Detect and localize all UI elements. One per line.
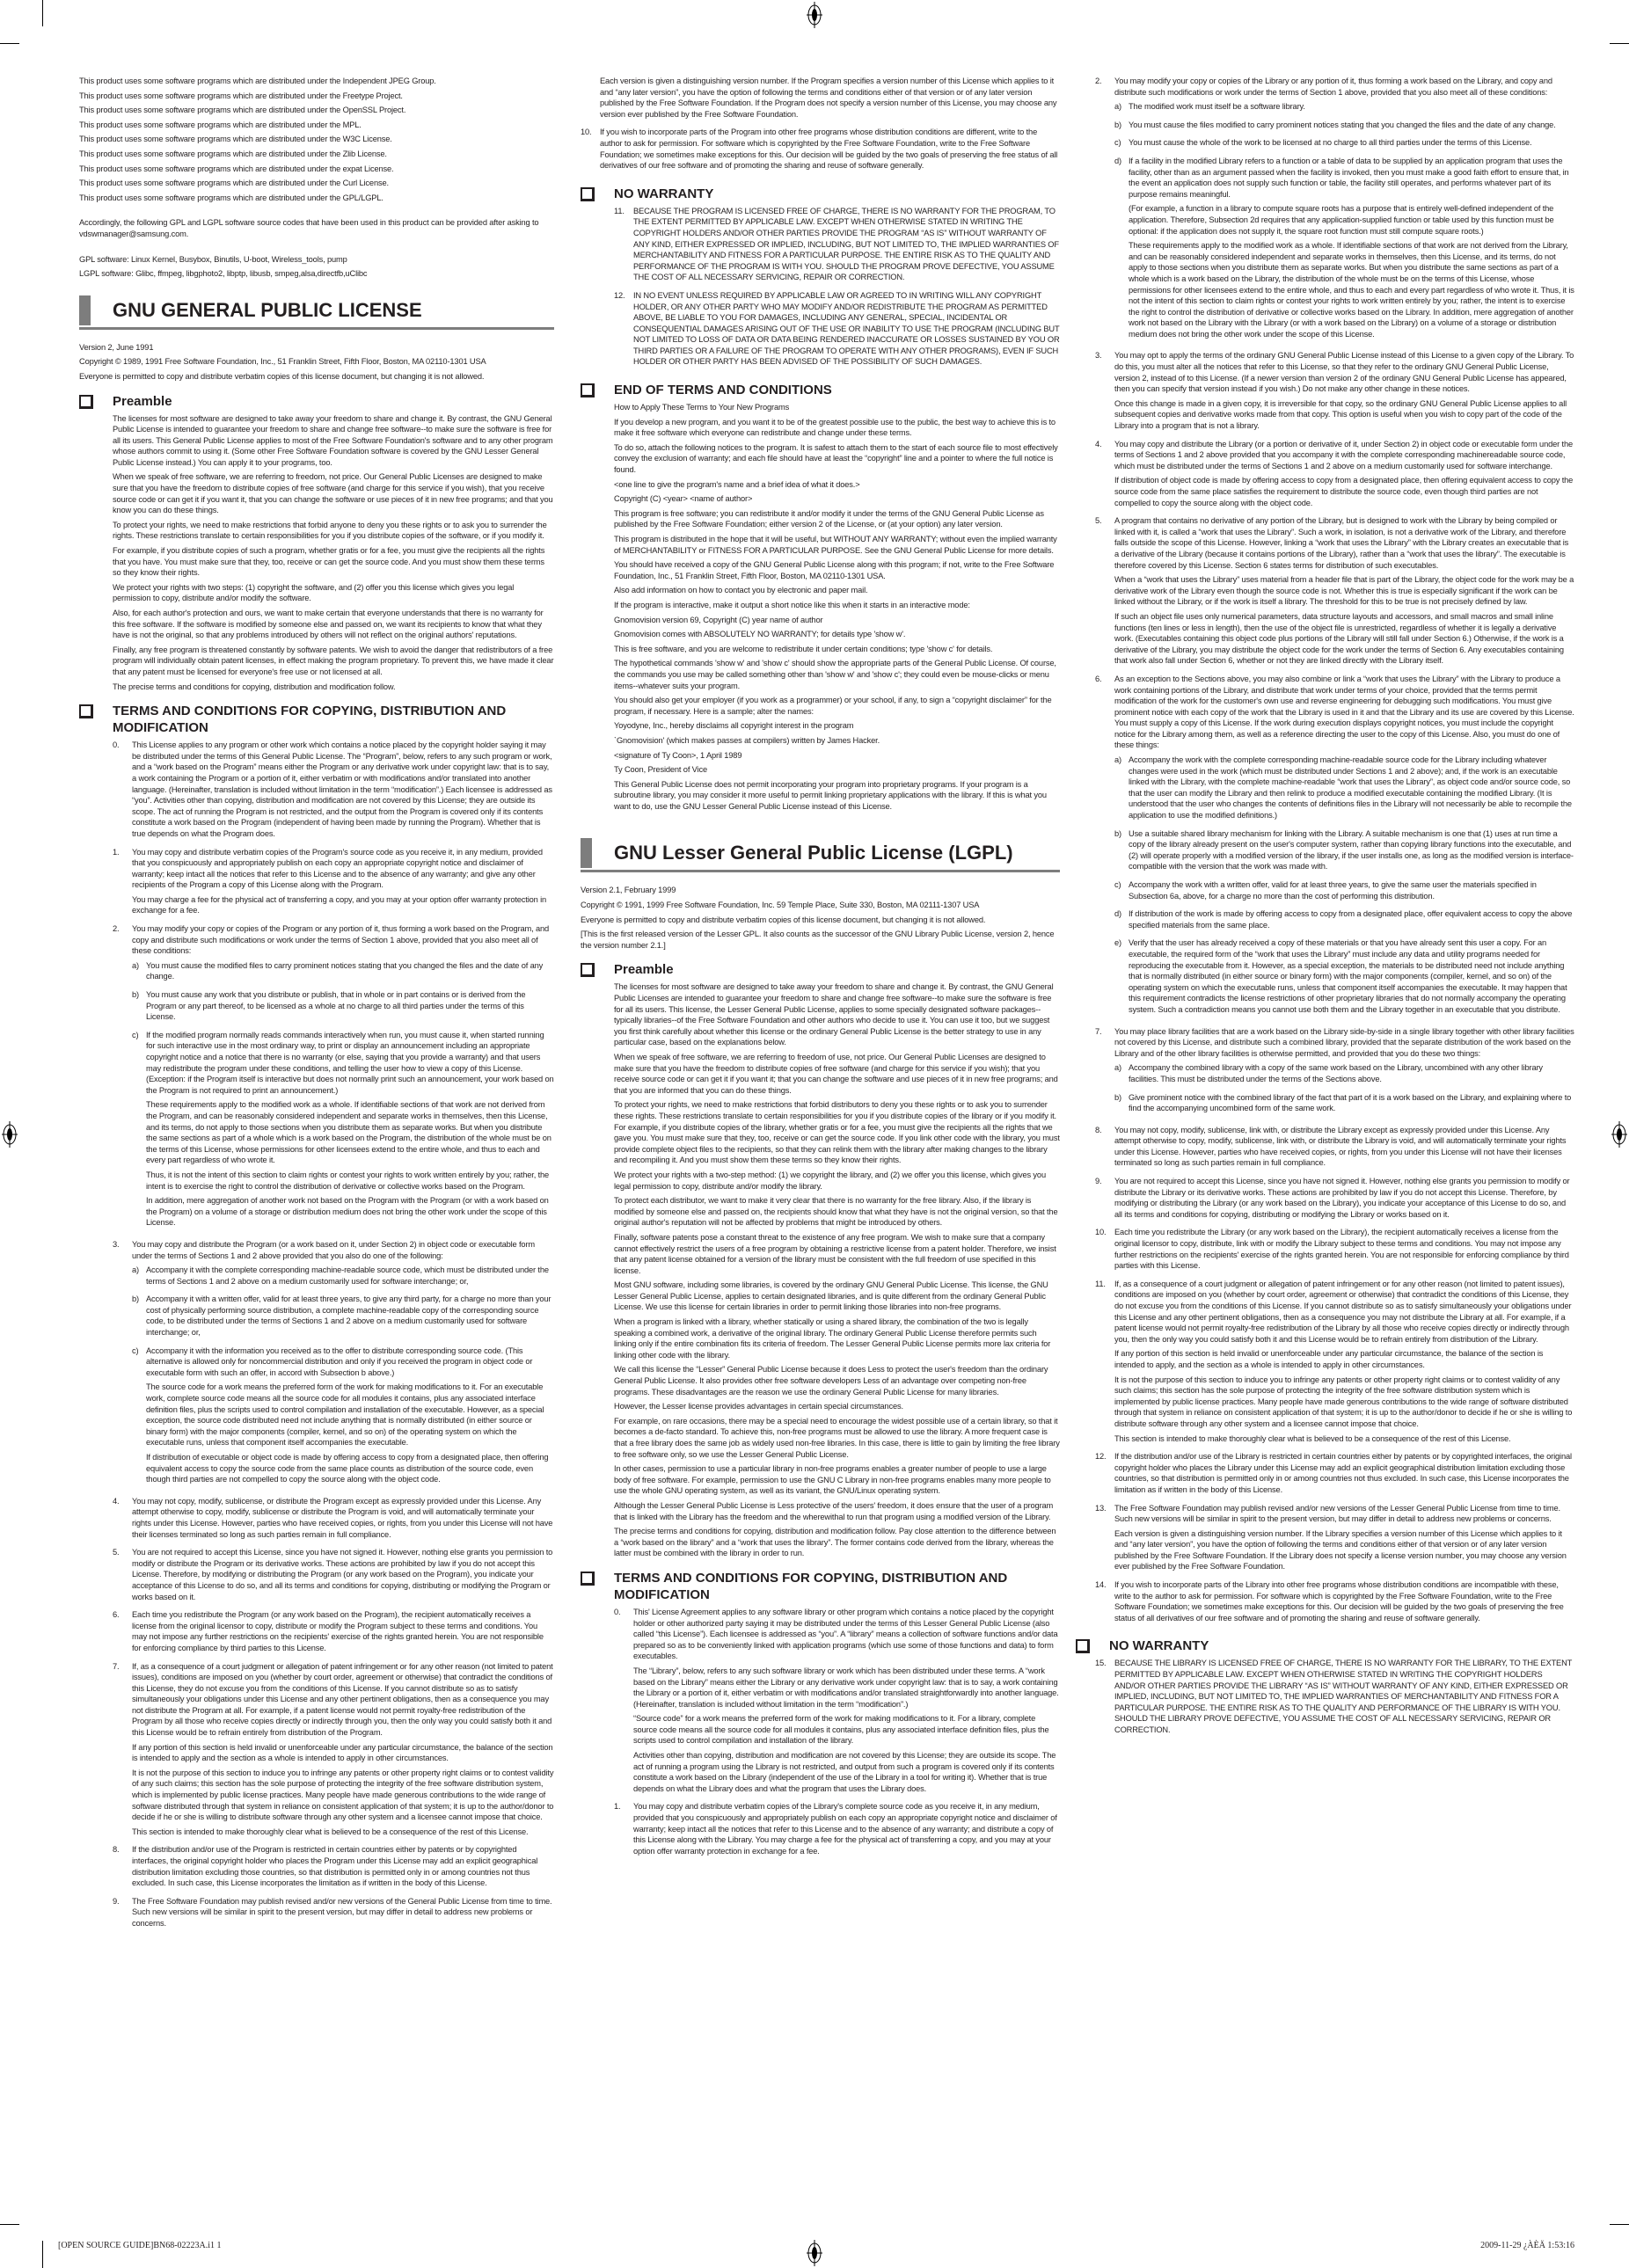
paragraph: This program is distributed in the hope that it will be useful, but WITHOUT ANY WARRANTY; without even the implied warranty of MERCHANTABILITY or FITNESS FOR A PARTICULAR PURPOSE. See the GNU General Public License for more details.	[614, 535, 1057, 555]
paragraph: The hypothetical commands 'show w' and 'show c' should show the appropriate parts of the General Public License. Of course, the commands you use may be called something other than 'show w' and 'show c'; they could even be mouse-clicks or menu items--whatever suits your program.	[614, 659, 1056, 690]
lgpl-term-9	[1095, 1176, 1574, 1223]
term-text: You may modify your copy or copies of the Program or any portion of it, thus forming a work based on the Program, and copy and distribute such modifications or work under the terms of Section 1 above, provided that you also meet all of these conditions:	[132, 924, 550, 956]
term-text: If you wish to incorporate parts of the Library into other free programs whose distribution conditions are incompatible with these, write to the author to ask for permission. For software which is copyrighted by the Free Software Foundation, write to the Free Software Foundation; we sometimes make exceptions for this. Our decision will be guided by the two goals of preserving the free status of all derivatives of our free software and of promoting the sharing and reuse of software generally.	[1114, 1580, 1564, 1623]
sub-letter: b)	[132, 990, 139, 1000]
paragraph: Although the Lesser General Public License is Less protective of the users' freedom, it does ensure that the user of a program that is linked with the Library has the freedom and the wherewithal to run that program using a modified version of the Library.	[614, 1500, 1054, 1521]
paragraph: For example, if you distribute copies of such a program, whether gratis or for a fee, you must give the recipients all the rights that you have. You must make sure that they, too, receive or can get the source code. And you must show them these terms so they know their rights.	[113, 546, 545, 578]
subclause-a	[132, 1265, 554, 1290]
paragraph: If the program is interactive, make it output a short notice like this when it starts in an interactive mode:	[614, 600, 970, 609]
lgpl-term-4	[1095, 439, 1574, 513]
lgpl-term-10	[1095, 1227, 1574, 1274]
subclause-a	[1114, 101, 1574, 116]
heading-text: END OF TERMS AND CONDITIONS	[614, 383, 832, 398]
term-text: Each time you redistribute the Library (or any work based on the Library), the recipient automatically receives a license from the original licensor to copy, distribute, link with or modify the Library subject to these terms and conditions. You may not impose any further restrictions on the recipients' exercise of the rights granted herein. You are not responsible for enforcing compliance by third parties with this License.	[1114, 1228, 1569, 1271]
lgpl-everyone: Everyone is permitted to copy and distribute verbatim copies of this license document, but changing it is not allowed.	[581, 915, 986, 924]
sub-letter: b)	[1114, 120, 1121, 129]
subclause-a	[1114, 755, 1574, 825]
sub-text: Accompany it with the information you received as to the offer to distribute corresponding source code. (This alternative is allowed only for noncommercial distribution and only if you received the program in object code or executable form with such an offer, in accord with Subsection b above.)	[146, 1345, 533, 1377]
registration-mark-icon	[805, 2, 824, 28]
sub-text: If distribution of executable or object code is made by offering access to copy from a designated place, then offering equivalent access to copy the source code from the same place counts as distribution of the source code, even though third parties are not compelled to copy the source along with the object code.	[146, 1453, 549, 1484]
term-number: 14.	[1095, 1580, 1107, 1590]
sub-text: Give prominent notice with the combined library of the fact that part of it is a work based on the Library, and explaining where to find the accompanying uncombined form of the same work.	[1129, 1092, 1572, 1113]
sub-letter: c)	[1114, 138, 1121, 148]
term-number: 5.	[113, 1548, 120, 1557]
sub-letter: c)	[132, 1345, 139, 1355]
term-text: If any portion of this section is held invalid or unenforceable under any particular circumstance, the balance of the section is intended to apply and the section as a whole is intended to apply in other circumstances.	[132, 1742, 553, 1763]
term-text: You may copy and distribute verbatim copies of the Program's source code as you receive it, in any medium, provided that you conspicuously and appropriately publish on each copy an appropriate copyright notice and disclaimer of warranty; keep intact all the notices that refer to this License and to the absence of any warranty; and give any other recipients of the Program a copy of this License along with the Program.	[132, 847, 543, 890]
sub-letter: a)	[1114, 1063, 1121, 1073]
print-slug-right: 2009-11-29 ¿ÀÈÄ 1:53:16	[1480, 2241, 1574, 2250]
term-text: BECAUSE THE LIBRARY IS LICENSED FREE OF CHARGE, THERE IS NO WARRANTY FOR THE LIBRARY, TO THE EXTENT PERMITTED BY APPLICABLE LAW. EXCEPT WHEN OTHERWISE STATED IN WRITING THE COPYRIGHT HOLDERS AND/OR OTHER PARTIES PROVIDE THE LIBRARY “AS IS” WITHOUT WARRANTY OF ANY KIND, EITHER EXPRESSED OR IMPLIED, INCLUDING, BUT NOT LIMITED TO, THE IMPLIED WARRANTIES OF MERCHANTABILITY AND FITNESS FOR A PARTICULAR PURPOSE. THE ENTIRE RISK AS TO THE QUALITY AND PERFORMANCE OF THE LIBRARY IS WITH YOU. SHOULD THE LIBRARY PROVE DEFECTIVE, YOU ASSUME THE COST OF ALL NECESSARY SERVICING, REPAIR OR CORRECTION.	[1114, 1659, 1573, 1734]
paragraph: Also add information on how to contact you by electronic and paper mail.	[614, 586, 868, 595]
term-text: You are not required to accept this License, since you have not signed it. However, nothing else grants you permission to modify or distribute the Program or its derivative works. These actions are prohibited by law if you do not accept this License. Therefore, by modifying or distributing the Program (or any work based on the Program), you indicate your acceptance of this License to do so, and all its terms and conditions for copying, distributing or modifying the Program or works based on it.	[132, 1548, 553, 1601]
uses-line: This product uses some software programs which are distributed under the Curl License.	[79, 179, 389, 188]
term-text: If such an object file uses only numerical parameters, data structure layouts and accessors, and small macros and small inline functions (ten lines or less in length), then the use of the object file is unrestricted, regardless of whether it is legally a derivative work. (Executables containing this object code plus portions of the Library will still fall under Section 6.) Otherwise, if the work is a derivative of the Library, you may distribute the object code for the work under the terms of Section 6. Any executables containing that work also fall under Section 6, whether or not they are linked directly with the Library itself.	[1114, 611, 1564, 666]
term-text: You may copy and distribute verbatim copies of the Library's complete source code as you receive it, in any medium, provided that you conspicuously and appropriately publish on each copy an appropriate copyright notice and disclaimer of warranty; keep intact all the notices that refer to this License and to the absence of any warranty; and distribute a copy of this License along with the Library. You may charge a fee for the physical act of transferring a copy, and you may at your option offer warranty protection in exchange for a fee.	[633, 1802, 1057, 1856]
checkbox-bullet-icon	[79, 704, 93, 718]
lgpl-title	[581, 838, 1060, 872]
sub-text: In addition, mere aggregation of another work not based on the Program with the Program (or with a work based on the Program) on a volume of a storage or distribution medium does not bring the other work under the scope of this License.	[146, 1196, 549, 1228]
uses-line: This product uses some software programs which are distributed under the OpenSSL Project.	[79, 106, 406, 115]
term-number: 0.	[614, 1607, 621, 1616]
lgpl-title-text: GNU Lesser General Public License (LGPL)	[614, 842, 1013, 864]
term-text: If the distribution and/or use of the Program is restricted in certain countries either by patents or by copyrighted interfaces, the original copyright holder who places the Program under this License may add an explicit geographical distribution limitation excluding those countries, so that distribution is permitted only in or among countries not thus excluded. In such case, this License incorporates the limitation as if written in the body of this License.	[132, 1845, 538, 1888]
sub-text: These requirements apply to the modified work as a whole. If identifiable sections of that work are not derived from the Program, and can be reasonably considered independent and separate works in themselves, then this License, and its terms, do not apply to those sections when you distribute them as separate works. But when you distribute the same sections as part of a whole which is a work based on the Program, the distribution of the whole must be on the terms of this License, whose permissions for other licensees extend to the entire whole, and thus to each and every part regardless of who wrote it.	[146, 1100, 552, 1165]
term-number: 3.	[1095, 351, 1102, 361]
term-text: The “Library”, below, refers to any such software library or work which has been distributed under these terms. A “work based on the Library” means either the Library or any derivative work under copyright law: that is to say, a work containing the Library or a portion of it, either verbatim or with modifications and/or translated straightforwardly into another language. (Hereinafter, translation is included without limitation in the term “modification”.)	[633, 1666, 1059, 1709]
term-number: 5.	[1095, 516, 1102, 526]
lgpl-term-14	[1095, 1579, 1574, 1627]
notice-line: Copyright (C) <year> <name of author>	[614, 494, 753, 504]
lgpl-copyright: Copyright © 1991, 1999 Free Software Foundation, Inc. 59 Temple Place, Suite 330, Boston, MA 02111-1307 USA	[581, 901, 980, 910]
lgpl-term-11	[1095, 1279, 1574, 1448]
lgpl-no-warranty-heading	[1076, 1637, 1574, 1654]
crop-mark	[1610, 2224, 1629, 2225]
heading-text: TERMS AND CONDITIONS FOR COPYING, DISTRIBUTION AND MODIFICATION	[614, 1570, 1008, 1602]
term-number: 4.	[1095, 439, 1102, 448]
lgpl-preamble	[581, 981, 1060, 1559]
term-9	[113, 1896, 554, 1933]
term-12	[614, 290, 1060, 371]
heading-text: Preamble	[614, 962, 674, 978]
paragraph: When we speak of free software, we are referring to freedom of use, not price. Our General Public Licenses are designed to make sure that you have the freedom to distribute copies of free software (and charge for this service if you wish); that you receive source code or can get it if you want it; that you can change the software and use pieces of it in new free programs; and that you are informed that you can do these things.	[614, 1053, 1058, 1095]
subclause-c	[132, 1345, 554, 1489]
term-text: You may not copy, modify, sublicense, link with, or distribute the Library except as expressly provided under this License. Any attempt otherwise to copy, modify, sublicense, link with, or distribute the Library is void, and will automatically terminate your rights under this License. However, parties who have received copies, or rights, from you under this License will not have their licenses terminated so long as such parties remain in full compliance.	[1114, 1125, 1567, 1168]
lgpl-terms-heading	[581, 1570, 1060, 1603]
sub-text: You must cause any work that you distribute or publish, that in whole or in part contains or is derived from the Program or any part thereof, to be licensed as a whole at no charge to all third parties under the terms of this License.	[146, 990, 526, 1022]
term-number: 6.	[113, 1610, 120, 1620]
sample-line: Yoyodyne, Inc., hereby disclaims all copyright interest in the program	[614, 721, 854, 731]
term-text: It is not the purpose of this section to induce you to infringe any patents or other property right claims or to contest validity of any such claims; this section has the sole purpose of protecting the integrity of the free software distribution system, which is implemented by public license practices. Many people have made generous contributions to the wide range of software distributed through that system in reliance on consistent application of that system; it is up to the author/donor to decide if he or she is willing to distribute software through any other system and a licensee cannot impose that choice.	[132, 1768, 554, 1822]
sub-text: The source code for a work means the preferred form of the work for making modifications to it. For an executable work, complete source code means all the source code for all modules it contains, plus any associated interface definition files, plus the scripts used to control compilation and installation of the executable. However, as a special exception, the source code distributed need not include anything that is normally distributed (in either source or binary form) with the major components (compiler, kernel, and so on) of the operating system on which the executable runs, unless that component itself accompanies the executable.	[146, 1382, 544, 1448]
registration-mark-icon	[805, 2240, 824, 2266]
sample-line: <signature of Ty Coon>, 1 April 1989	[614, 750, 742, 760]
term-number: 10.	[1095, 1228, 1107, 1237]
sub-text: You must cause the modified files to carry prominent notices stating that you changed the files and the date of any change.	[146, 960, 544, 981]
sub-text: Accompany the combined library with a copy of the same work based on the Library, uncombined with any other library facilities. This must be distributed under the terms of the Sections above.	[1129, 1063, 1543, 1083]
crop-mark	[42, 2241, 43, 2268]
term-text: If any portion of this section is held invalid or unenforceable under any particular circumstance, the balance of the section is intended to apply, and the section as a whole is intended to apply in other circumstances.	[1114, 1349, 1544, 1369]
subclause-b	[1114, 1092, 1574, 1118]
paragraph: Finally, any free program is threatened constantly by software patents. We wish to avoid the danger that redistributors of a free program will individually obtain patent licenses, in effect making the program proprietary. To prevent this, we have made it clear that any patent must be licensed for everyone's free use or not licensed at all.	[113, 645, 554, 676]
crop-mark	[42, 0, 43, 26]
sample-line: Ty Coon, President of Vice	[614, 765, 708, 775]
term-4	[113, 1496, 554, 1543]
paragraph: To protect your rights, we need to make restrictions that forbid distributors to deny you these rights or to ask you to surrender these rights. These restrictions translate to certain responsibilities for you if you distribute copies of the library or if you modify it. For example, if you distribute copies of the library, whether gratis or for a fee, you must give the recipients all the rights that we gave you. You must make sure that they, too, receive or can get the source code. If you link other code with the library, you must provide complete object files to the recipients, so that they can relink them with the library after making changes to the library and recompiling it. And you must show them these terms so they know their rights.	[614, 1100, 1060, 1165]
term-number: 8.	[113, 1845, 120, 1855]
term-text: This section is intended to make thoroughly clear what is believed to be a consequence of the rest of this License.	[1114, 1433, 1511, 1443]
lgpl-term-13	[1095, 1503, 1574, 1577]
sub-text: If the modified program normally reads commands interactively when run, you must cause it, when started running for such interactive use in the most ordinary way, to print or display an announcement including an appropriate copyright notice and a notice that there is no warranty (or else, saying that you provide a warranty) and that users may redistribute the program under these conditions, and telling the user how to view a copy of this License. (Exception: if the Program itself is interactive but does not normally print such an announcement, your work based on the Program is not required to print an announcement.)	[146, 1030, 554, 1095]
term-text: A program that contains no derivative of any portion of the Library, but is designed to work with the Library by being compiled or linked with it, is called a “work that uses the Library”. Such a work, in isolation, is not a derivative work of the Library, and therefore falls outside the scope of this License. However, linking a “work that uses the Library” with the Library creates an executable that is a derivative of the Library (because it contains portions of the Library), rather than a “work that uses the library”. The executable is therefore covered by this License. Section 6 states terms for distribution of such executables.	[1114, 516, 1569, 570]
term-number: 15.	[1095, 1659, 1107, 1668]
term-7	[113, 1661, 554, 1841]
intro-uses-list	[79, 76, 554, 203]
term-number: 4.	[113, 1496, 120, 1506]
term-number: 8.	[1095, 1125, 1102, 1134]
paragraph: However, the Lesser license provides advantages in certain special circumstances.	[614, 1402, 903, 1411]
lgpl-preamble-heading	[581, 961, 1060, 978]
sub-letter: d)	[1114, 156, 1121, 165]
sub-letter: b)	[1114, 1092, 1121, 1102]
term-number: 1.	[614, 1802, 621, 1812]
gpl-end-heading	[581, 382, 1060, 398]
subclause-b	[132, 1294, 554, 1341]
checkbox-bullet-icon	[79, 395, 93, 409]
print-slug-left: [OPEN SOURCE GUIDE]BN68-02223A.i1 1	[58, 2241, 222, 2250]
term-number: 0.	[113, 740, 120, 750]
gpl-title-text: GNU GENERAL PUBLIC LICENSE	[113, 298, 422, 321]
term-text: You may modify your copy or copies of the Library or any portion of it, thus forming a work based on the Library, and copy and distribute such modifications or work under the terms of Section 1 above, provided that you also meet all of these conditions:	[1114, 77, 1552, 97]
lgpl-term-3	[1095, 350, 1574, 434]
term-number: 2.	[113, 924, 120, 934]
paragraph: To protect each distributor, we want to make it very clear that there is no warranty for the free library. Also, if the library is modified by someone else and passed on, the recipients should know that what they have is not the original version, so that the original author's reputation will not be affected by problems that might be introduced by others.	[614, 1196, 1058, 1228]
term-text: You may place library facilities that are a work based on the Library side-by-side in a single library together with other library facilities not covered by this License, and distribute such a combined library, provided that the separate distribution of the work based on the Library and of the other library facilities is otherwise permitted, and provided that you do these two things:	[1114, 1026, 1574, 1058]
term-text: You are not required to accept this License, since you have not signed it. However, nothing else grants you permission to modify or distribute the Library or its derivative works. These actions are prohibited by law if you do not accept this License. Therefore, by modifying or distributing the Library (or any work based on the Library), you indicate your acceptance of this License to do so, and all its terms and conditions for copying, distributing or modifying the Library or works based on it.	[1114, 1177, 1570, 1219]
term-9-continued	[581, 76, 1060, 123]
paragraph: For example, on rare occasions, there may be a special need to encourage the widest possible use of a certain library, so that it becomes a de-facto standard. To achieve this, non-free programs must be allowed to use the library. A more frequent case is that a free library does the same job as widely used non-free libraries. In this case, there is little to gain by limiting the free library to free software only, so we use the Lesser General Public License.	[614, 1416, 1060, 1459]
term-text: If, as a consequence of a court judgment or allegation of patent infringement or for any other reason (not limited to patent issues), conditions are imposed on you (whether by court order, agreement or otherwise) that contradict the conditions of this License, they do not excuse you from the conditions of this License. If you cannot distribute so as to satisfy simultaneously your obligations under this License and any other pertinent obligations, then as a consequence you may not distribute the Library at all. For example, if a patent license would not permit royalty-free redistribution of the Library by all those who receive copies directly or indirectly through you, then the only way you could satisfy both it and this License would be to refrain entirely from distribution of the Library.	[1114, 1279, 1572, 1344]
term-text: “Source code” for a work means the preferred form of the work for making modifications to it. For a library, complete source code means all the source code for all modules it contains, plus any associated interface definition files, plus the scripts used to control compilation and installation of the library.	[633, 1714, 1049, 1746]
term-text: The Free Software Foundation may publish revised and/or new versions of the General Public License from time to time. Such new versions will be similar in spirit to the present version, but may differ in detail to address new problems or concerns.	[132, 1896, 552, 1928]
sub-text: The modified work must itself be a software library.	[1129, 102, 1305, 112]
subclause-e	[1114, 937, 1574, 1018]
lgpl-term-15	[1095, 1658, 1574, 1739]
gpl-how-to-apply	[581, 402, 1060, 812]
sub-text: You must cause the whole of the work to be licensed at no charge to all third parties under the terms of this License.	[1129, 138, 1532, 148]
subclause-a	[132, 960, 554, 986]
gpl-preamble-heading	[79, 393, 554, 410]
uses-line: This product uses some software programs which are distributed under the Zlib License.	[79, 149, 387, 158]
term-number: 12.	[1095, 1452, 1107, 1462]
sub-text: These requirements apply to the modified work as a whole. If identifiable sections of that work are not derived from the Library, and can be reasonably considered independent and separate works in themselves, then this License, and its terms, do not apply to those sections when you distribute them as separate works. But when you distribute the same sections as part of a whole which is a work based on the Library, the distribution of the whole must be on the terms of this License, whose permissions for other licensees extend to the entire whole, and thus to each and every part regardless of who wrote it. Thus, it is not the intent of this section to claim rights or contest your rights to work written entirely by you; rather, the intent is to exercise the right to control the distribution of derivative or collective works based on the Library. In addition, mere aggregation of another work not based on the Library with the Library (or with a work based on the Library) on a volume of a storage or distribution medium does not bring the other work under the scope of this License.	[1129, 241, 1574, 339]
term-text: BECAUSE THE PROGRAM IS LICENSED FREE OF CHARGE, THERE IS NO WARRANTY FOR THE PROGRAM, TO THE EXTENT PERMITTED BY APPLICABLE LAW. EXCEPT WHEN OTHERWISE STATED IN WRITING THE COPYRIGHT HOLDERS AND/OR OTHER PARTIES PROVIDE THE PROGRAM “AS IS” WITHOUT WARRANTY OF ANY KIND, EITHER EXPRESSED OR IMPLIED, INCLUDING, BUT NOT LIMITED TO, THE IMPLIED WARRANTIES OF MERCHANTABILITY AND FITNESS FOR A PARTICULAR PURPOSE. THE ENTIRE RISK AS TO THE QUALITY AND PERFORMANCE OF THE PROGRAM IS WITH YOU. SHOULD THE PROGRAM PROVE DEFECTIVE, YOU ASSUME THE COST OF ALL NECESSARY SERVICING, REPAIR OR CORRECTION.	[633, 206, 1059, 282]
term-text: IN NO EVENT UNLESS REQUIRED BY APPLICABLE LAW OR AGREED TO IN WRITING WILL ANY COPYRIGHT HOLDER, OR ANY OTHER PARTY WHO MAY MODIFY AND/OR REDISTRIBUTE THE PROGRAM AS PERMITTED ABOVE, BE LIABLE TO YOU FOR DAMAGES, INCLUDING ANY GENERAL, SPECIAL, INCIDENTAL OR CONSEQUENTIAL DAMAGES ARISING OUT OF THE USE OR INABILITY TO USE THE PROGRAM (INCLUDING BUT NOT LIMITED TO LOSS OF DATA OR DATA BEING RENDERED INACCURATE OR LOSSES SUSTAINED BY YOU OR THIRD PARTIES OR A FAILURE OF THE PROGRAM TO OPERATE WITH ANY OTHER PROGRAMS), EVEN IF SUCH HOLDER OR OTHER PARTY HAS BEEN ADVISED OF THE POSSIBILITY OF SUCH DAMAGES.	[633, 290, 1060, 367]
paragraph: The precise terms and conditions for copying, distribution and modification follow. Pay close attention to the difference between a “work based on the library” and a “work that uses the library”. The former contains code derived from the library, whereas the latter must be combined with the library in order to run.	[614, 1527, 1056, 1558]
term-text: If the distribution and/or use of the Library is restricted in certain countries either by patents or by copyrighted interfaces, the original copyright holder who places the Library under this License may add an explicit geographical distribution limitation excluding those countries, so that distribution is permitted only in or among countries not thus excluded. In such case, this License incorporates the limitation as if written in the body of this License.	[1114, 1452, 1572, 1494]
paragraph: Finally, software patents pose a constant threat to the existence of any free program. We wish to make sure that a company cannot effectively restrict the users of a free program by obtaining a restrictive license from a patent holder. Therefore, we insist that any patent license obtained for a version of the library must be consistent with the full freedom of use specified in this license.	[614, 1232, 1056, 1275]
gpl-preamble	[79, 413, 554, 693]
term-number: 11.	[1095, 1279, 1106, 1288]
subclause-b	[132, 989, 554, 1026]
term-6	[113, 1609, 554, 1657]
term-text: You may copy and distribute the Program (or a work based on it, under Section 2) in object code or executable form under the terms of Sections 1 and 2 above provided that you also do one of the following:	[132, 1239, 535, 1260]
lgpl-term-5	[1095, 515, 1574, 670]
gpl-title	[79, 295, 554, 330]
term-10	[581, 127, 1060, 174]
sample-line: Gnomovision comes with ABSOLUTELY NO WARRANTY; for details type 'show w'.	[614, 630, 906, 639]
uses-line: This product uses some software programs which are distributed under the GPL/LGPL.	[79, 193, 384, 202]
paragraph: We protect your rights with a two-step method: (1) we copyright the library, and (2) we offer you this license, which gives you legal permission to copy, distribute and/or modify the library.	[614, 1170, 1046, 1191]
gpl-copyright: Copyright © 1989, 1991 Free Software Foundation, Inc., 51 Franklin Street, Fifth Floor, Boston, MA 02110-1301 USA	[79, 357, 486, 367]
paragraph: When we speak of free software, we are referring to freedom, not price. Our General Public Licenses are designed to make sure that you have the freedom to distribute copies of free software (and charge for this service if you wish), that you receive source code or can get it if you want it, that you can change the software or use pieces of it in new free programs; and that you know you can do these things.	[113, 472, 553, 515]
paragraph: We call this license the “Lesser” General Public License because it does Less to protect the user's freedom than the ordinary General Public License. It also provides other free software developers Less of an advantage over competing non-free programs. These disadvantages are the reason we use the ordinary General Public License for many libraries.	[614, 1365, 1048, 1397]
sub-text: Accompany it with a written offer, valid for at least three years, to give any third party, for a charge no more than your cost of physically performing source distribution, a complete machine-readable copy of the corresponding source code, to be distributed under the terms of Sections 1 and 2 above on a medium customarily used for software interchange; or,	[146, 1294, 552, 1338]
term-2	[113, 923, 554, 1236]
uses-line: This product uses some software programs which are distributed under the W3C License.	[79, 135, 392, 144]
crop-mark	[0, 43, 19, 44]
gpl-terms-heading	[79, 703, 554, 736]
term-5	[113, 1547, 554, 1606]
term-number: 12.	[614, 290, 625, 300]
paragraph: To protect your rights, we need to make restrictions that forbid anyone to deny you these rights or to ask you to surrender the rights. These restrictions translate to certain responsibilities for you if you distribute copies of the software, or if you modify it.	[113, 520, 547, 541]
gpl-no-warranty-heading	[581, 186, 1060, 202]
lgpl-term-12	[1095, 1451, 1574, 1499]
term-text: Each version is given a distinguishing version number. If the Program specifies a version number of this License which applies to it and “any later version”, you have the option of following the terms and conditions either of that version or of any later version published by the Free Software Foundation. If the Program does not specify a version number of this License, you may choose any version ever published by the Free Software Foundation.	[600, 77, 1057, 119]
sub-text: If distribution of the work is made by offering access to copy from a designated place, offer equivalent access to copy the above specified materials from the same place.	[1129, 909, 1573, 930]
term-text: You may opt to apply the terms of the ordinary GNU General Public License instead of this License to a given copy of the Library. To do this, you must alter all the notices that refer to this License, so that they refer to the ordinary GNU General Public License, version 2, instead of to this License. (If a newer version than version 2 of the ordinary GNU General Public License has appeared, then you can specify that version instead if you wish.) Do not make any other change in these notices.	[1114, 351, 1574, 394]
term-number: 13.	[1095, 1503, 1107, 1513]
term-text: As an exception to the Sections above, you may also combine or link a “work that uses the Library” with the Library to produce a work containing portions of the Library, and distribute that work under terms of your choice, provided that the terms permit modification of the work for the customer's own use and reverse engineering for debugging such modifications. You must give prominent notice with each copy of the work that the Library is used in it and that the Library and its use are covered by this License. You must supply a copy of this License. If the work during execution displays copyright notices, you must include the copyright notice for the Library among them, as well as a reference directing the user to the copy of this License. Also, you must do one of these things:	[1114, 674, 1574, 750]
term-text: If distribution of object code is made by offering access to copy from a designated place, then offering equivalent access to copy the source code from the same place satisfies the requirement to distribute the source code, even though third parties are not compelled to copy the source along with the object code.	[1114, 476, 1574, 507]
term-text: You may not copy, modify, sublicense, or distribute the Program except as expressly provided under this License. Any attempt otherwise to copy, modify, sublicense or distribute the Program is void, and will automatically terminate your rights under this License. However, parties who have received copies, or rights, from you under this License will not have their licenses terminated so long as such parties remain in full compliance.	[132, 1496, 553, 1539]
term-text: Each version is given a distinguishing version number. If the Library specifies a version number of this License which applies to it and “any later version”, you have the option of following the terms and conditions either of that version or of any later version published by the Free Software Foundation. If the Library does not specify a license version number, you may choose any version ever published by the Free Software Foundation.	[1114, 1528, 1567, 1572]
lgpl-term-6	[1095, 674, 1574, 1023]
paragraph: The licenses for most software are designed to take away your freedom to share and change it. By contrast, the GNU General Public License is intended to guarantee your freedom to share and change free software--to make sure the software is free for all its users. This General Public License applies to most of the Free Software Foundation's software and to any other program whose authors commit to using it. (Some other Free Software Foundation software is covered by the GNU Lesser General Public License instead.) You can apply it to your programs, too.	[113, 413, 553, 467]
term-11	[614, 206, 1060, 287]
subclause-d	[1114, 156, 1574, 344]
paragraph: To do so, attach the following notices to the program. It is safest to attach them to the start of each source file to most effectively convey the exclusion of warranty; and each file should have at least the “copyright” line and a pointer to where the full notice is found.	[614, 442, 1058, 475]
paragraph: In other cases, permission to use a particular library in non-free programs enables a greater number of people to use a large body of free software. For example, permission to use the GNU C Library in non-free programs enables many more people to use the whole GNU operating system, as well as its variant, the GNU/Linux operating system.	[614, 1464, 1051, 1496]
checkbox-bullet-icon	[581, 383, 595, 397]
subclause-b	[1114, 120, 1574, 135]
term-number: 7.	[1095, 1026, 1102, 1036]
lgpl-version: Version 2.1, February 1999	[581, 886, 676, 895]
sub-text: Accompany the work with the complete corresponding machine-readable source code for the Library including whatever changes were used in the work (which must be distributed under Sections 1 and 2 above); and, if the work is an executable linked with the Library, with the complete machine-readable “work that uses the Library”, as object code and/or source code, so that the user can modify the Library and then relink to produce a modified executable containing the modified Library. (It is understood that the user who changes the contents of definitions files in the Library will not necessarily be able to recompile the application to use the modified definitions.)	[1129, 755, 1572, 820]
sub-text: Verify that the user has already received a copy of these materials or that you have already sent this user a copy. For an executable, the required form of the “work that uses the Library” must include any data and utility programs needed for reproducing the executable from it. However, as a special exception, the materials to be distributed need not include anything that is normally distributed (in either source or binary form) with the major components (compiler, kernel, and so on) of the operating system on which the executable runs, unless that component itself accompanies the executable. It may happen that this requirement contradicts the license restrictions of other proprietary libraries that do not normally accompany the operating system. Such a contradiction means you cannot use both them and the Library together in an executable that you distribute.	[1129, 938, 1567, 1014]
heading-text: TERMS AND CONDITIONS FOR COPYING, DISTRIBUTION AND MODIFICATION	[113, 704, 507, 736]
uses-line: This product uses some software programs which are distributed under the MPL.	[79, 120, 362, 129]
term-text: Once this change is made in a given copy, it is irreversible for that copy, so the ordinary GNU General Public License applies to all subsequent copies and derivative works made from that copy. This option is useful when you wish to copy part of the code of the Library into a program that is not a library.	[1114, 398, 1567, 431]
paragraph: Most GNU software, including some libraries, is covered by the ordinary GNU General Public License. This license, the GNU Lesser General Public License, applies to certain designated libraries, and is quite different from the ordinary General Public License. We use this license for certain libraries in order to permit linking those libraries into non-free programs.	[614, 1280, 1048, 1312]
term-text: This section is intended to make thoroughly clear what is believed to be a consequence of the rest of this License.	[132, 1827, 529, 1836]
term-number: 6.	[1095, 674, 1102, 683]
term-text: If, as a consequence of a court judgment or allegation of patent infringement or for any other reason (not limited to patent issues), conditions are imposed on you (whether by court order, agreement or otherwise) that contradict the conditions of this License, they do not excuse you from the conditions of this License. If you cannot distribute so as to satisfy simultaneously your obligations under this License and any other pertinent obligations, then as a consequence you may not distribute the Program at all. For example, if a patent license would not permit royalty-free redistribution of the Program by all those who receive copies directly or indirectly through you, then the only way you could satisfy both it and this License would be to refrain entirely from distribution of the Program.	[132, 1661, 553, 1738]
sub-letter: b)	[132, 1294, 139, 1304]
sub-letter: a)	[132, 960, 139, 970]
subclause-d	[1114, 908, 1574, 934]
crop-mark	[1610, 43, 1629, 44]
sub-letter: a)	[1114, 102, 1121, 112]
heading-text: NO WARRANTY	[614, 186, 714, 201]
sub-letter: d)	[1114, 909, 1121, 919]
lgpl-term-8	[1095, 1125, 1574, 1172]
term-number: 9.	[1095, 1177, 1102, 1186]
term-number: 7.	[113, 1661, 120, 1671]
term-1	[113, 847, 554, 921]
registration-mark-icon	[0, 1121, 19, 1148]
lgpl-software-list: LGPL software: Glibc, ffmpeg, libgphoto2, libptp, libusb, smpeg,alsa,directfb,uClibc	[79, 269, 368, 279]
uses-line: This product uses some software programs which are distributed under the Independent JPEG Group.	[79, 77, 436, 85]
term-number: 9.	[113, 1896, 120, 1906]
sample-line: Gnomovision version 69, Copyright (C) year name of author	[614, 615, 823, 624]
checkbox-bullet-icon	[581, 187, 595, 201]
paragraph: How to Apply These Terms to Your New Programs	[614, 403, 790, 412]
term-text: Each time you redistribute the Program (or any work based on the Program), the recipient automatically receives a license from the original licensor to copy, distribute or modify the Program subject to these terms and conditions. You may not impose any further restrictions on the recipients' exercise of the rights granted herein. You are not responsible for enforcing compliance by third parties to this License.	[132, 1610, 544, 1652]
sample-line: `Gnomovision' (which makes passes at compilers) written by James Hacker.	[614, 735, 880, 745]
lgpl-note: [This is the first released version of the Lesser GPL. It also counts as the successor of the GNU Library Public License, version 2, hence the version number 2.1.]	[581, 930, 1055, 950]
paragraph: This General Public License does not permit incorporating your program into proprietary programs. If your program is a subroutine library, you may consider it more useful to permit linking proprietary applications with the library. If this is what you want to do, use the GNU Lesser General Public License instead of this License.	[614, 779, 1047, 811]
term-text: You may charge a fee for the physical act of transferring a copy, and you may at your option offer warranty protection in exchange for a fee.	[132, 894, 547, 915]
lgpl-term-0	[614, 1607, 1060, 1798]
heading-text: Preamble	[113, 393, 172, 409]
term-text: The Free Software Foundation may publish revised and/or new versions of the Lesser General Public License from time to time. Such new versions will be similar in spirit to the present version, but may differ in detail to address new problems or concerns.	[1114, 1503, 1560, 1524]
gpl-version: Version 2, June 1991	[79, 342, 154, 352]
crop-mark	[0, 2224, 19, 2225]
uses-line: This product uses some software programs which are distributed under the expat License.	[79, 164, 394, 173]
term-text: This' License Agreement applies to any software library or other program which contains a notice placed by the copyright holder or other authorized party saying it may be distributed under the terms of this Lesser General Public License (also called “this License”). Each licensee is addressed as “you”. A “library” means a collection of software functions and/or data prepared so as to be conveniently linked with application programs (which use some of those functions and data) to form executables.	[633, 1607, 1058, 1661]
source-request-text: Accordingly, the following GPL and LGPL software source codes that have been used in this product can be provided after asking to vdswmanager@samsung.com.	[79, 218, 539, 238]
subclause-c	[132, 1030, 554, 1232]
term-number: 10.	[581, 128, 592, 137]
paragraph: The precise terms and conditions for copying, distribution and modification follow.	[113, 682, 396, 691]
term-text: This License applies to any program or other work which contains a notice placed by the copyright holder saying it may be distributed under the terms of this General Public License. The “Program”, below, refers to any such program or work, and a “work based on the Program” means either the Program or any derivative work under copyright law: that is to say, a work containing the Program or a portion of it, either verbatim or with modifications and/or translated into another language. (Hereinafter, translation is included without limitation in the term “modification”.) Each licensee is addressed as “you”. Activities other than copying, distribution and modification are not covered by this License; they are outside its scope. The act of running the Program is not restricted, and the output from the Program is covered only if its contents constitute a work based on the Program (independent of having been made by running the Program). Whether that is true depends on what the Program does.	[132, 740, 552, 838]
sub-text: Thus, it is not the intent of this section to claim rights or contest your rights to work written entirely by you; rather, the intent is to exercise the right to control the distribution of derivative or collective works based on the Program.	[146, 1170, 550, 1191]
sub-letter: b)	[1114, 828, 1121, 838]
term-number-spacer	[581, 76, 600, 123]
sub-letter: c)	[132, 1030, 139, 1039]
paragraph: When a program is linked with a library, whether statically or using a shared library, the combination of the two is legally speaking a combined work, a derivative of the original library. The ordinary General Public License therefore permits such linking only if the entire combination fits its criteria of freedom. The Lesser General Public License permits more lax criteria for linking other code with the library.	[614, 1317, 1051, 1360]
term-text: If you wish to incorporate parts of the Program into other free programs whose distribution conditions are different, write to the author to ask for permission. For software which is copyrighted by the Free Software Foundation, write to the Free Software Foundation; we sometimes make exceptions for this. Our decision will be guided by the two goals of preserving the free status of all derivatives of our free software and of promoting the sharing and reuse of software generally.	[600, 128, 1058, 171]
sub-text: Accompany the work with a written offer, valid for at least three years, to give the same user the materials specified in Subsection 6a, above, for a charge no more than the cost of performing this distribution.	[1129, 880, 1537, 901]
subclause-c	[1114, 879, 1574, 905]
sub-text: Use a suitable shared library mechanism for linking with the Library. A suitable mechanism is one that (1) uses at run time a copy of the library already present on the user's computer system, rather than copying library functions into the executable, and (2) will operate properly with a modified version of the library, if the user installs one, as long as the modified version is interface-compatible with the version that the work was made with.	[1129, 828, 1574, 871]
paragraph: We protect your rights with two steps: (1) copyright the software, and (2) offer you this license which gives you legal permission to copy, distribute and/or modify the software.	[113, 582, 515, 603]
heading-bar	[581, 838, 592, 868]
sub-text: (For example, a function in a library to compute square roots has a purpose that is entirely well-defined independent of the application. Therefore, Subsection 2d requires that any application-supplied function or table used by this function must be optional: if the application does not supply it, the square root function must still compute square roots.)	[1129, 204, 1554, 236]
paragraph: Also, for each author's protection and ours, we want to make certain that everyone understands that there is no warranty for this free software. If the software is modified by someone else and passed on, we want its recipients to know that what they have is not the original, so that any problems introduced by others will not reflect on the original authors' reputations.	[113, 609, 544, 640]
column-left	[79, 76, 554, 1936]
term-8	[113, 1844, 554, 1892]
sub-text: You must cause the files modified to carry prominent notices stating that you changed the files and the date of any change.	[1129, 120, 1556, 129]
term-text: It is not the purpose of this section to induce you to infringe any patents or other property right claims or to contest validity of any such claims; this section has the sole purpose of protecting the integrity of the free software distribution system which is implemented by public license practices. Many people have made generous contributions to the wide range of software distributed through that system in reliance on consistent application of that system; it is up to the author/donor to decide if he or she is willing to distribute software through any other system and a licensee cannot impose that choice.	[1114, 1375, 1573, 1428]
paragraph: If you develop a new program, and you want it to be of the greatest possible use to the public, the best way to achieve this is to make it free software which everyone can redistribute and change under these terms.	[614, 417, 1056, 438]
uses-line: This product uses some software programs which are distributed under the Freetype Project.	[79, 91, 403, 100]
paragraph: The licenses for most software are designed to take away your freedom to share and change it. By contrast, the GNU General Public Licenses are intended to guarantee your freedom to share and change free software--to make sure the software is free for all its users. This license, the Lesser General Public License, applies to some specially designated software packages--typically libraries--of the Free Software Foundation and other authors who decide to use it. You can use it too, but we suggest you first think carefully about whether this license or the ordinary General Public License is the better strategy to use in any particular case, based on the explanations below.	[614, 982, 1054, 1047]
heading-bar	[79, 295, 91, 325]
term-number: 11.	[614, 206, 625, 215]
paragraph: You should have received a copy of the GNU General Public License along with this program; if not, write to the Free Software Foundation, Inc., 51 Franklin Street, Fifth Floor, Boston, MA 02110-1301 USA.	[614, 560, 1055, 580]
heading-text: NO WARRANTY	[1109, 1638, 1209, 1654]
sub-letter: e)	[1114, 938, 1121, 948]
gpl-software-list: GPL software: Linux Kernel, Busybox, Binutils, U-boot, Wireless_tools, pump	[79, 254, 347, 264]
registration-mark-icon	[1610, 1121, 1629, 1148]
sub-letter: a)	[1114, 755, 1121, 765]
lgpl-term-7	[1095, 1026, 1574, 1121]
term-text: Activities other than copying, distribution and modification are not covered by this License; they are outside its scope. The act of running a program using the Library is not restricted, and output from such a program is covered only if its contents constitute a work based on the Library (independent of the use of the Library in a tool for writing it). Whether that is true depends on what the Library does and what the program that uses the Library does.	[633, 1751, 1056, 1793]
subclause-a	[1114, 1062, 1574, 1088]
checkbox-bullet-icon	[1076, 1639, 1090, 1653]
notice-line: <one line to give the program's name and a brief idea of what it does.>	[614, 479, 860, 489]
checkbox-bullet-icon	[581, 1572, 595, 1586]
term-text: You may copy and distribute the Library (or a portion or derivative of it, under Section 2) in object code or executable form under the terms of Sections 1 and 2 above provided that you accompany it with the complete corresponding machinereadable source code, which must be distributed under the terms of Sections 1 and 2 above on a medium customarily used for software interchange.	[1114, 439, 1573, 470]
sub-text: If a facility in the modified Library refers to a function or a table of data to be supplied by an application program that uses the facility, other than as an argument passed when the facility is invoked, then you must make a good faith effort to ensure that, in the event an application does not supply such function or table, the facility still operates, and performs whatever part of its purpose remains meaningful.	[1129, 156, 1569, 199]
sample-line: This is free software, and you are welcome to redistribute it under certain conditions; type 'show c' for details.	[614, 644, 993, 653]
term-number: 2.	[1095, 77, 1102, 85]
column-middle	[581, 76, 1060, 1863]
term-text: When a “work that uses the Library” uses material from a header file that is part of the Library, the object code for the work may be a derivative work of the Library even though the source code is not. Whether this is true is especially significant if the work can be linked without the Library, or if the work is itself a library. The threshold for this to be true is not precisely defined by law.	[1114, 575, 1574, 607]
lgpl-term-1	[614, 1801, 1060, 1860]
term-0	[113, 740, 554, 842]
gpl-everyone: Everyone is permitted to copy and distribute verbatim copies of this license document, but changing it is not allowed.	[79, 371, 485, 381]
column-right	[1095, 76, 1574, 1743]
subclause-b	[1114, 828, 1574, 876]
paragraph: This program is free software; you can redistribute it and/or modify it under the terms of the GNU General Public License as published by the Free Software Foundation; either version 2 of the License, or (at your option) any later version.	[614, 508, 1044, 529]
sub-letter: a)	[132, 1265, 139, 1275]
sub-text: Accompany it with the complete corresponding machine-readable source code, which must be distributed under the terms of Sections 1 and 2 above on a medium customarily used for software interchange; or,	[146, 1265, 549, 1286]
subclause-c	[1114, 137, 1574, 152]
term-3	[113, 1239, 554, 1492]
lgpl-term-2	[1095, 76, 1574, 346]
sub-letter: c)	[1114, 880, 1121, 889]
term-number: 3.	[113, 1239, 120, 1249]
term-number: 1.	[113, 847, 120, 857]
checkbox-bullet-icon	[581, 963, 595, 977]
paragraph: You should also get your employer (if you work as a programmer) or your school, if any, to sign a “copyright disclaimer” for the program, if necessary. Here is a sample; alter the names:	[614, 696, 1052, 716]
